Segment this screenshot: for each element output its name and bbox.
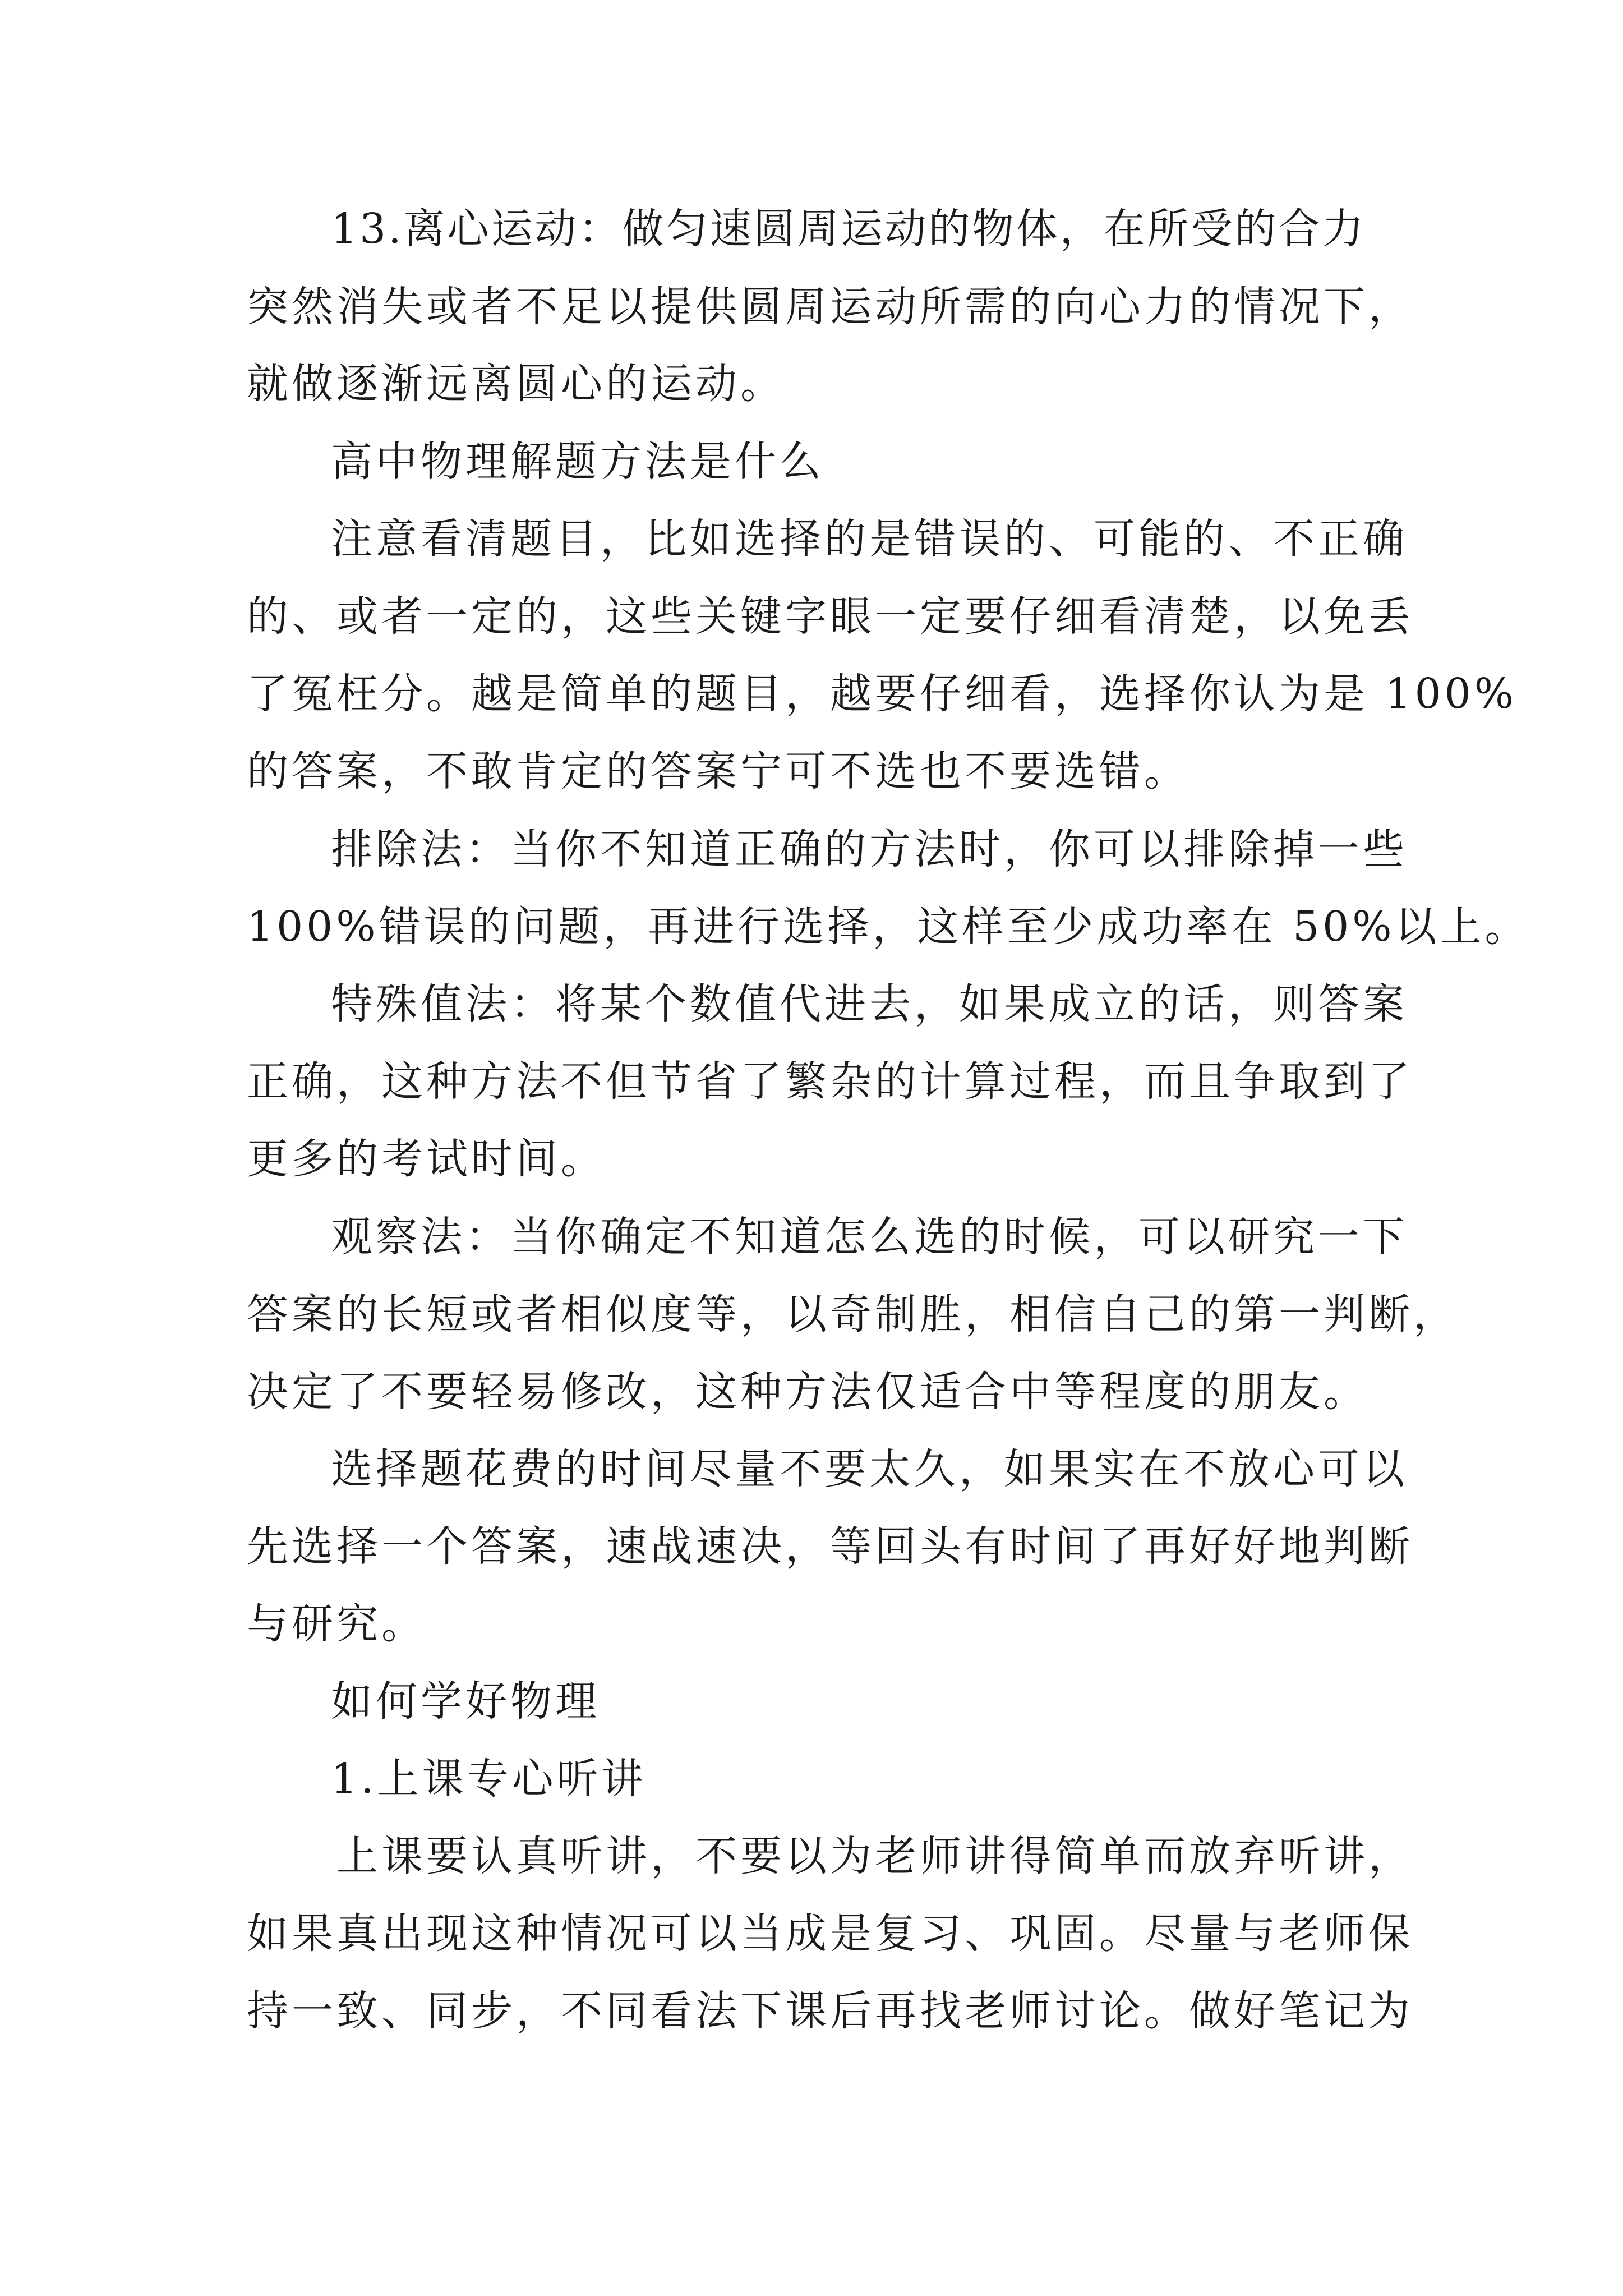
text-line-12: 正确，这种方法不但节省了繁杂的计算过程，而且争取到了 bbox=[247, 1057, 1413, 1106]
subheading-listen: 1.上课专心听讲 bbox=[331, 1755, 647, 1803]
text-line-13: 更多的考试时间。 bbox=[247, 1135, 606, 1183]
text-line-19: 与研究。 bbox=[247, 1600, 426, 1648]
text-line-15: 答案的长短或者相似度等，以奇制胜，相信自己的第一判断， bbox=[247, 1290, 1458, 1338]
section-heading-learning: 如何学好物理 bbox=[331, 1677, 600, 1726]
text-line-14: 观察法：当你确定不知道怎么选的时候，可以研究一下 bbox=[331, 1213, 1408, 1261]
text-line-18: 先选择一个答案，速战速决，等回头有时间了再好好地判断 bbox=[247, 1522, 1413, 1571]
text-line-22: 上课要认真听讲，不要以为老师讲得简单而放弃听讲， bbox=[336, 1832, 1413, 1880]
text-line-7: 了冤枉分。越是简单的题目，越要仔细看，选择你认为是 100% bbox=[247, 670, 1518, 718]
text-line-6: 的、或者一定的，这些关键字眼一定要仔细看清楚，以免丢 bbox=[247, 592, 1413, 641]
text-line-24: 持一致、同步，不同看法下课后再找老师讨论。做好笔记为 bbox=[247, 1987, 1413, 2035]
text-line-5: 注意看清题目，比如选择的是错误的、可能的、不正确 bbox=[331, 515, 1408, 563]
text-line-11: 特殊值法：将某个数值代进去，如果成立的话，则答案 bbox=[331, 980, 1408, 1028]
text-line-10: 100%错误的问题，再进行选择，这样至少成功率在 50%以上。 bbox=[247, 903, 1530, 951]
text-line-17: 选择题花费的时间尽量不要太久，如果实在不放心可以 bbox=[331, 1445, 1408, 1493]
text-line-16: 决定了不要轻易修改，这种方法仅适合中等程度的朋友。 bbox=[247, 1368, 1368, 1416]
section-heading-methods: 高中物理解题方法是什么 bbox=[331, 438, 824, 486]
text-line-9: 排除法：当你不知道正确的方法时，你可以排除掉一些 bbox=[331, 825, 1408, 873]
text-line-23: 如果真出现这种情况可以当成是复习、巩固。尽量与老师保 bbox=[247, 1910, 1413, 1958]
text-line-1: 13.离心运动：做匀速圆周运动的物体，在所受的合力 bbox=[331, 205, 1366, 253]
text-line-8: 的答案，不敢肯定的答案宁可不选也不要选错。 bbox=[247, 747, 1189, 795]
text-line-2: 突然消失或者不足以提供圆周运动所需的向心力的情况下， bbox=[247, 283, 1413, 331]
text-line-3: 就做逐渐远离圆心的运动。 bbox=[247, 360, 785, 408]
